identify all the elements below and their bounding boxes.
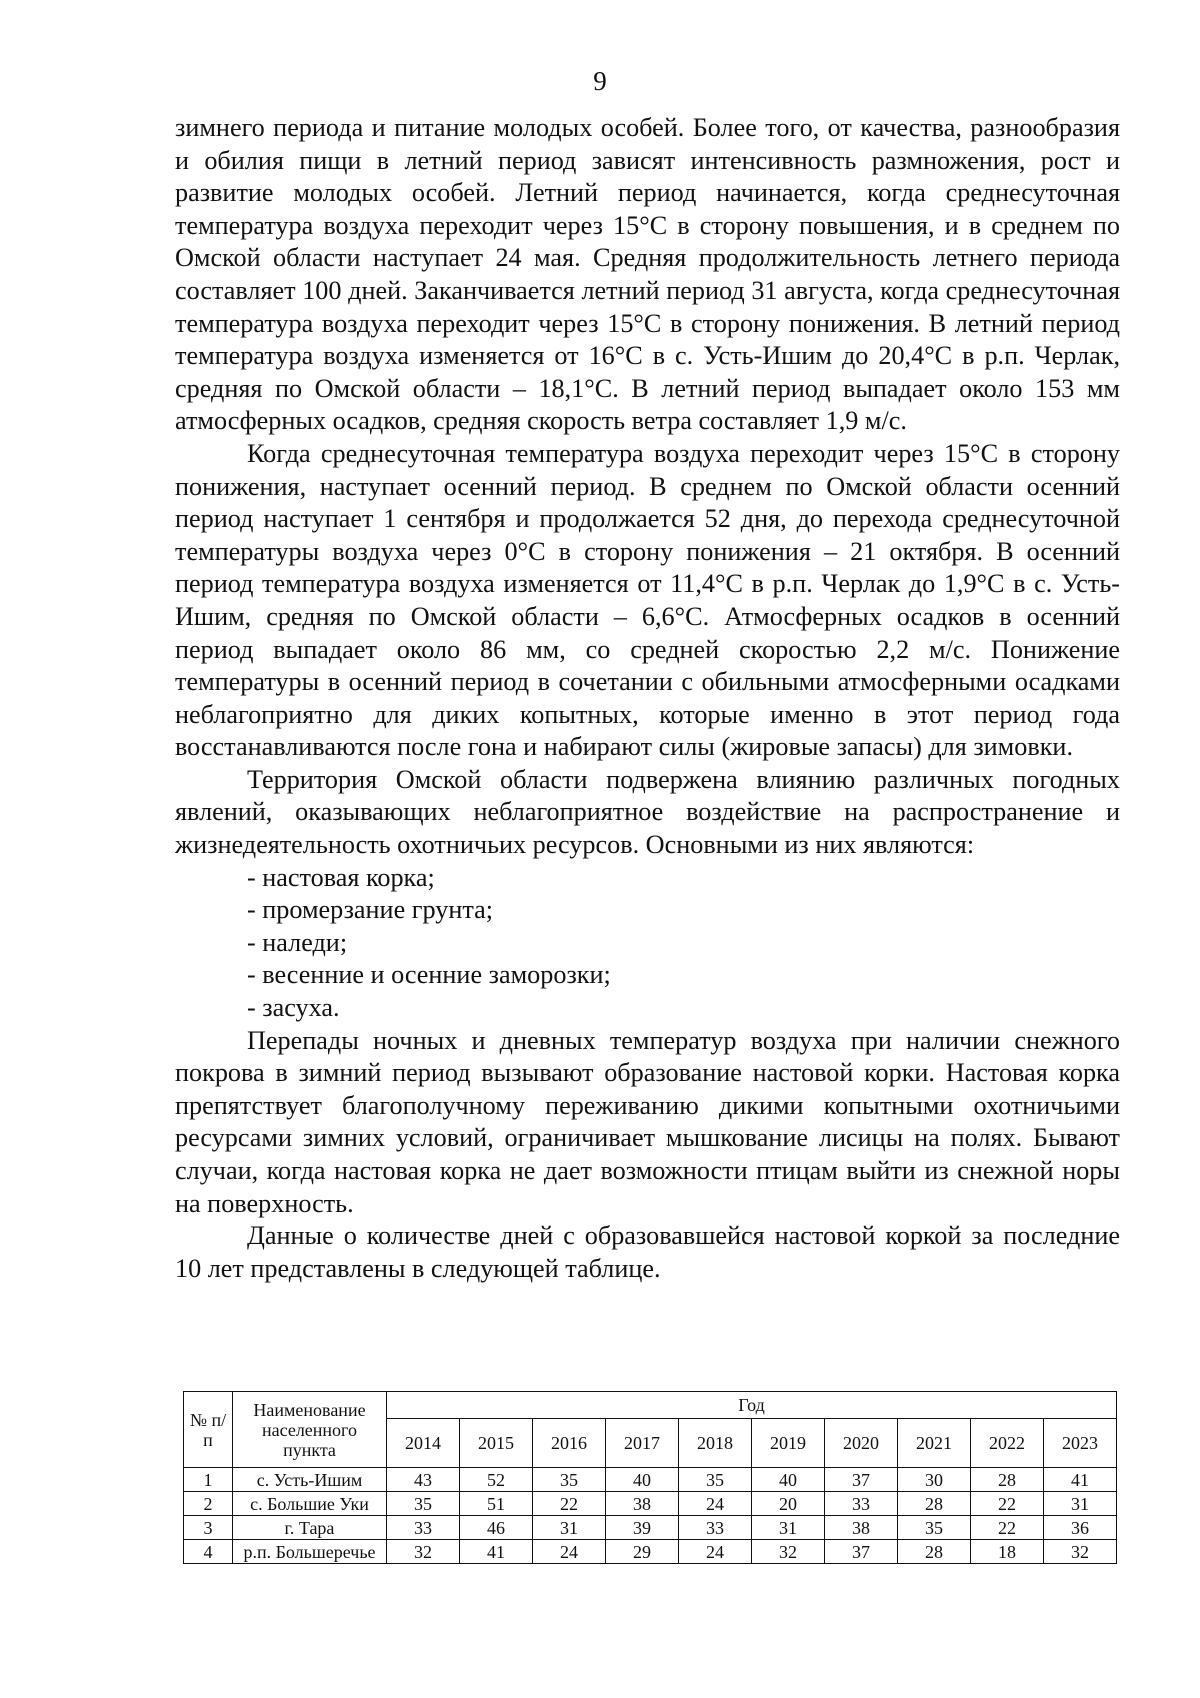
value-cell: 28: [898, 1492, 971, 1516]
table-row: [184, 1468, 1117, 1492]
value-cell: 31: [533, 1516, 606, 1540]
list-item: - настовая корка;: [247, 862, 435, 892]
row-number-cell: 4: [184, 1540, 233, 1564]
value-cell: 52: [460, 1468, 533, 1492]
value-cell: 37: [825, 1540, 898, 1564]
header-year-cell: 2019: [752, 1419, 825, 1468]
paragraph-crust: Перепады ночных и дневных температур воздуха при наличии снежного покрова в зимний период вызывают образование настовой корки. Настовая корка препятствует благополучному переживанию дикими копытными охотничьими ресурсами зимних условий, ограничивает мышкование лисицы на полях. Бывают случаи, когда настовая корка не дает возможности птицам выйти из снежной норы на поверхность.: [175, 1025, 1120, 1218]
value-cell: 33: [387, 1516, 460, 1540]
value-cell: 38: [606, 1492, 679, 1516]
value-cell: 46: [460, 1516, 533, 1540]
list-item: - наледи;: [247, 927, 348, 957]
value-cell: 22: [533, 1492, 606, 1516]
header-year: Год: [387, 1392, 1117, 1419]
value-cell: 36: [1044, 1516, 1117, 1540]
crust-days-table: [183, 1391, 1117, 1564]
value-cell: 41: [460, 1540, 533, 1564]
value-cell: 28: [971, 1468, 1044, 1492]
document-body: [175, 112, 1120, 1285]
paragraph-weather-phenomena: Территория Омской области подвержена влиянию различных погодных явлений, оказывающих неблагоприятное воздействие на распространение и жизнедеятельность охотничьих ресурсов. Основными из них являются:: [175, 764, 1120, 860]
header-year-cell: 2016: [533, 1419, 606, 1468]
value-cell: 37: [825, 1468, 898, 1492]
settlement-name-cell: р.п. Большеречье: [233, 1540, 387, 1564]
header-year-cell: 2015: [460, 1419, 533, 1468]
header-number: № п/п: [184, 1392, 233, 1468]
list-item: - весенние и осенние заморозки;: [247, 960, 611, 990]
value-cell: 32: [387, 1540, 460, 1564]
value-cell: 35: [387, 1492, 460, 1516]
header-year-cell: 2017: [606, 1419, 679, 1468]
value-cell: 18: [971, 1540, 1044, 1564]
value-cell: 38: [825, 1516, 898, 1540]
header-year-cell: 2023: [1044, 1419, 1117, 1468]
settlement-name-cell: г. Тара: [233, 1516, 387, 1540]
paragraph-summer: зимнего периода и питание молодых особей. Более того, от качества, разнообразия и обилия пищи в летний период зависят интенсивность размножения, рост и развитие молодых особей. Летний период начинается, когда среднесуточная температура воздуха переходит через 15°С в сторону повышения, и в среднем по Омской области наступает 24 мая. Средняя продолжительность летнего периода составляет 100 дней. Заканчивается летний период 31 августа, когда среднесуточная температура воздуха переходит через 15°С в сторону понижения. В летний период температура воздуха изменяется от 16°С в с. Усть-Ишим до 20,4°С в р.п. Черлак, средняя по Омской области – 18,1°С. В летний период выпадает около 153 мм атмосферных осадков, средняя скорость ветра составляет 1,9 м/с.: [175, 113, 1120, 436]
value-cell: 29: [606, 1540, 679, 1564]
header-year-cell: 2022: [971, 1419, 1044, 1468]
value-cell: 24: [679, 1492, 752, 1516]
value-cell: 33: [679, 1516, 752, 1540]
table-row: [184, 1516, 1117, 1540]
value-cell: 43: [387, 1468, 460, 1492]
value-cell: 35: [533, 1468, 606, 1492]
page-number: 9: [593, 66, 607, 96]
table-body: [184, 1468, 1117, 1564]
value-cell: 22: [971, 1492, 1044, 1516]
value-cell: 35: [679, 1468, 752, 1492]
header-year-cell: 2018: [679, 1419, 752, 1468]
value-cell: 40: [606, 1468, 679, 1492]
value-cell: 28: [898, 1540, 971, 1564]
header-year-cell: 2020: [825, 1419, 898, 1468]
value-cell: 32: [1044, 1540, 1117, 1564]
row-number-cell: 1: [184, 1468, 233, 1492]
value-cell: 22: [971, 1516, 1044, 1540]
header-year-cell: 2021: [898, 1419, 971, 1468]
value-cell: 41: [1044, 1468, 1117, 1492]
value-cell: 33: [825, 1492, 898, 1516]
value-cell: 32: [752, 1540, 825, 1564]
settlement-name-cell: с. Большие Уки: [233, 1492, 387, 1516]
table-row: [184, 1540, 1117, 1564]
value-cell: 51: [460, 1492, 533, 1516]
value-cell: 31: [752, 1516, 825, 1540]
row-number-cell: 2: [184, 1492, 233, 1516]
value-cell: 24: [533, 1540, 606, 1564]
value-cell: 24: [679, 1540, 752, 1564]
row-number-cell: 3: [184, 1516, 233, 1540]
value-cell: 39: [606, 1516, 679, 1540]
value-cell: 30: [898, 1468, 971, 1492]
list-item: - засуха.: [247, 993, 340, 1023]
value-cell: 20: [752, 1492, 825, 1516]
value-cell: 40: [752, 1468, 825, 1492]
paragraph-autumn: Когда среднесуточная температура воздуха переходит через 15°С в сторону понижения, наступает осенний период. В среднем по Омской области осенний период наступает 1 сентября и продолжается 52 дня, до перехода среднесуточной температуры воздуха через 0°С в сторону понижения – 21 октября. В осенний период температура воздуха изменяется от 11,4°С в р.п. Черлак до 1,9°С в с. Усть-Ишим, средняя по Омской области – 6,6°С. Атмосферных осадков в осенний период выпадает около 86 мм, со средней скоростью 2,2 м/с. Понижение температуры в осенний период в сочетании с обильными атмосферными осадками неблагоприятно для диких копытных, которые именно в этот период года восстанавливаются после гона и набирают силы (жировые запасы) для зимовки.: [175, 438, 1120, 762]
header-year-cell: 2014: [387, 1419, 460, 1468]
paragraph-table-intro: Данные о количестве дней с образовавшейся настовой коркой за последние 10 лет представлены в следующей таблице.: [175, 1221, 1120, 1283]
list-item: - промерзание грунта;: [247, 895, 494, 925]
header-settlement: Наименование населенного пункта: [233, 1392, 387, 1468]
value-cell: 35: [898, 1516, 971, 1540]
value-cell: 31: [1044, 1492, 1117, 1516]
settlement-name-cell: с. Усть-Ишим: [233, 1468, 387, 1492]
table-row: [184, 1492, 1117, 1516]
